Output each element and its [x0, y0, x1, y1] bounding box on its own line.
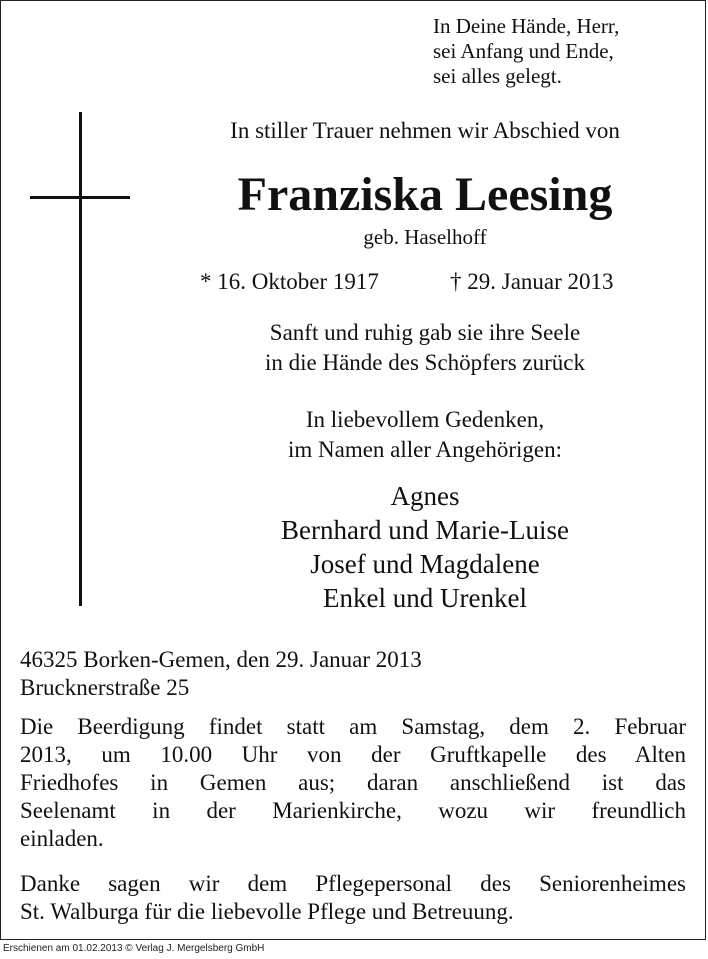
memory-line: In liebevollem Gedenken,: [305, 407, 545, 432]
publication-footer: Erschienen am 01.02.2013 © Verlag J. Mergelsberg GmbH: [3, 943, 265, 954]
funeral-paragraph: [20, 713, 686, 853]
mourners-list: [130, 479, 708, 615]
thanks-paragraph: [20, 870, 686, 926]
street: Brucknerstraße 25: [20, 675, 190, 700]
intro-text: In stiller Trauer nehmen wir Abschied von: [230, 118, 620, 143]
memory-text: [130, 405, 708, 465]
birth-name: geb. Haselhoff: [363, 225, 487, 249]
deceased-name: Franziska Leesing: [237, 168, 613, 221]
cross-icon: [79, 112, 82, 606]
memory-line: im Namen aller Angehörigen:: [287, 437, 562, 462]
motto-line: In Deine Hände, Herr,: [433, 14, 620, 38]
funeral-line: Die Beerdigung findet statt am Samstag, dem 2. Februar: [20, 714, 686, 739]
verse-line: in die Hände des Schöpfers zurück: [265, 350, 585, 375]
date-born: * 16. Oktober 1917: [200, 269, 379, 294]
mourner: Agnes: [390, 481, 460, 511]
mourner: Enkel und Urenkel: [323, 583, 527, 613]
funeral-line: Seelenamt in der Marienkirche, wozu wir freundlich: [20, 798, 686, 823]
funeral-line: einladen.: [20, 826, 104, 851]
thanks-line: Danke sagen wir dem Pflegepersonal des Seniorenheimes: [20, 871, 686, 896]
verse: [130, 318, 708, 378]
mourner: Josef und Magdalene: [310, 549, 540, 579]
mourner: Bernhard und Marie-Luise: [281, 515, 569, 545]
motto-line: sei alles gelegt.: [433, 64, 562, 88]
funeral-line: Friedhofes in Gemen aus; daran anschließend ist das: [20, 770, 686, 795]
funeral-line: 2013, um 10.00 Uhr von der Gruftkapelle des Alten: [20, 742, 686, 767]
address-block: [20, 646, 686, 702]
verse-line: Sanft und ruhig gab sie ihre Seele: [269, 320, 581, 345]
thanks-line: St. Walburga für die liebevolle Pflege und Betreuung.: [20, 899, 514, 924]
date-died: † 29. Januar 2013: [450, 269, 614, 294]
motto: [433, 14, 619, 89]
place-date: 46325 Borken-Gemen, den 29. Januar 2013: [20, 647, 422, 672]
motto-line: sei Anfang und Ende,: [433, 39, 614, 63]
